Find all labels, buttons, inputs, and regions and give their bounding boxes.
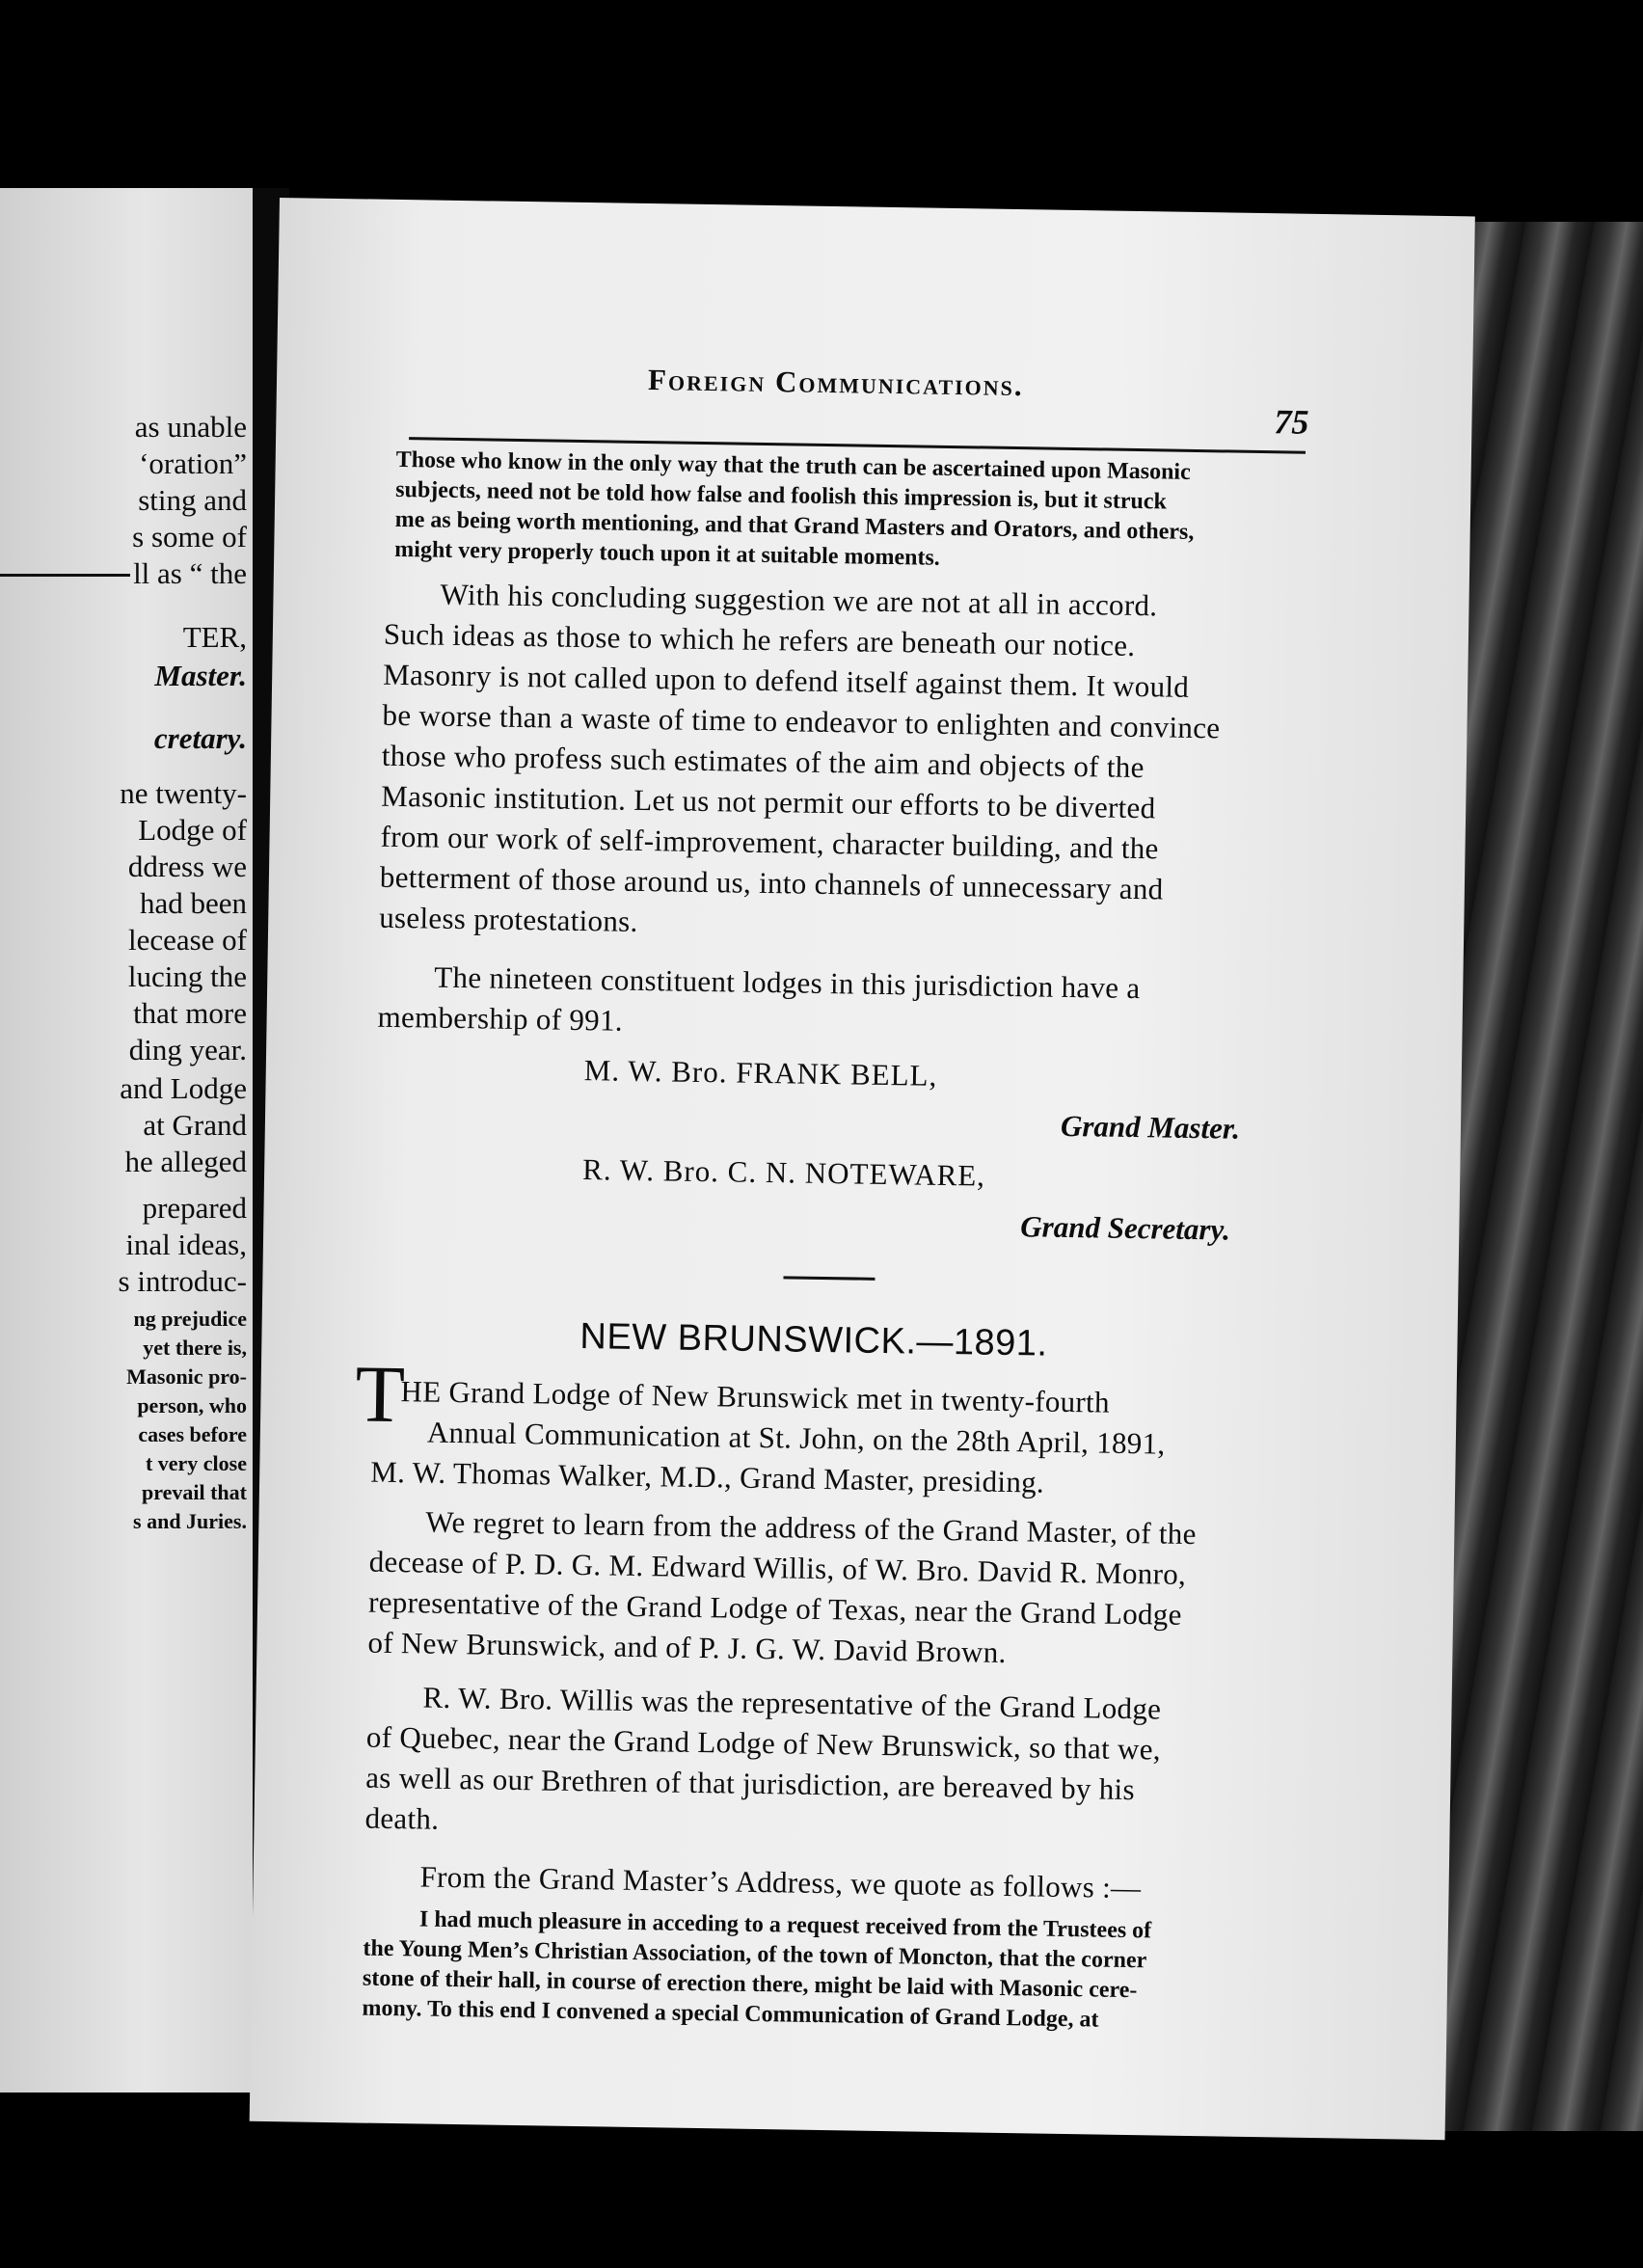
text-line: The nineteen constituent lodges in this jurisdiction have a xyxy=(434,959,1141,1006)
left-page-line: ding year. xyxy=(128,1033,247,1066)
left-page-line: at Grand xyxy=(143,1108,247,1142)
left-page-line: s some of xyxy=(132,520,247,554)
paragraph-2 xyxy=(377,957,1294,1052)
left-page-line: ‘oration” xyxy=(139,446,247,480)
grand-master-title: Grand Master. xyxy=(1060,1108,1241,1146)
paragraph-5 xyxy=(364,1677,1283,1853)
drop-cap: T xyxy=(354,1349,406,1441)
left-page-line: t very close xyxy=(145,1451,247,1475)
text-line: those who profess such estimates of the aim and objects of the xyxy=(381,738,1145,785)
left-page-line: had been xyxy=(139,886,247,920)
quote-block-2 xyxy=(362,1904,1279,2038)
left-facing-page xyxy=(0,188,262,2092)
left-page-line: ne twenty- xyxy=(120,776,247,810)
text-line: useless protestations. xyxy=(379,900,638,938)
left-page-line: s introduc- xyxy=(118,1264,247,1298)
section-title: NEW BRUNSWICK.—1891. xyxy=(579,1316,1048,1364)
left-page-line: Masonic pro- xyxy=(126,1364,247,1389)
left-page-line: s and Juries. xyxy=(133,1509,247,1533)
left-page-line: prepared xyxy=(142,1191,247,1225)
section-divider xyxy=(783,1276,875,1280)
paragraph-3 xyxy=(370,1371,1288,1507)
text-line: betterment of those around us, into channels of unnecessary and xyxy=(379,859,1164,906)
text-line: I had much pleasure in acceding to a request received from the Trustees of xyxy=(418,1906,1152,1944)
text-line: of New Brunswick, and of P. J. G. W. David Brown. xyxy=(367,1625,1007,1670)
left-page-line: Master. xyxy=(154,659,247,692)
text-line: Masonry is not called upon to defend itself against them. It would xyxy=(382,657,1190,704)
left-page-line: and Lodge xyxy=(120,1071,247,1105)
text-line: From the Grand Master’s Address, we quote as follows :— xyxy=(419,1859,1142,1905)
text-line: Annual Communication at St. John, on the 28th April, 1891, xyxy=(426,1415,1166,1461)
left-page-line: person, who xyxy=(137,1393,247,1418)
left-page-line: that more xyxy=(133,996,247,1030)
text-line: mony. To this end I convened a special Communication of Grand Lodge, at xyxy=(362,1995,1099,2033)
left-page-line: he alleged xyxy=(124,1145,247,1178)
left-page-line: ll as “ the xyxy=(133,556,247,590)
text-line: Those who know in the only way that the truth can be ascertained upon Masonic xyxy=(395,446,1191,485)
text-line: me as being worth mentioning, and that Grand Masters and Orators, and others, xyxy=(394,506,1195,545)
left-page-line: ng prejudice xyxy=(133,1307,247,1331)
left-page-line: lucing the xyxy=(127,959,247,993)
text-line: We regret to learn from the address of the Grand Master, of the xyxy=(425,1504,1197,1552)
text-line: subjects, need not be told how false and foolish this impression is, but it struck xyxy=(395,476,1168,515)
text-line: death. xyxy=(364,1800,440,1836)
grand-secretary-name: R. W. Bro. C. N. NOTEWARE, xyxy=(581,1152,986,1193)
left-page-line: lecease of xyxy=(127,923,247,957)
text-line: the Young Men’s Christian Association, of the town of Moncton, that the corner xyxy=(363,1935,1147,1974)
book-page xyxy=(250,198,1475,2140)
paragraph-4 xyxy=(367,1501,1286,1678)
text-line: Masonic institution. Let us not permit our efforts to be diverted xyxy=(380,778,1156,825)
left-page-line: prevail that xyxy=(142,1480,247,1504)
left-page-line: Lodge of xyxy=(138,813,247,847)
quote-block-1 xyxy=(385,446,1303,580)
left-page-line: cases before xyxy=(138,1422,247,1446)
grand-secretary-title: Grand Secretary. xyxy=(1020,1209,1231,1247)
page-number: 75 xyxy=(1274,402,1309,442)
text-line: from our work of self-improvement, character building, and the xyxy=(380,819,1159,866)
left-page-line: cretary. xyxy=(153,721,247,755)
running-head: Foreign Communications. xyxy=(647,363,1024,403)
text-line: HE Grand Lodge of New Brunswick met in twenty-fourth xyxy=(400,1374,1111,1419)
paragraph-6 xyxy=(364,1856,1280,1911)
left-page-line: sting and xyxy=(138,483,247,517)
text-line: of Quebec, near the Grand Lodge of New Brunswick, so that we, xyxy=(365,1719,1162,1767)
text-line: might very properly touch upon it at suitable moments. xyxy=(394,536,940,571)
text-line: Such ideas as those to which he refers are beneath our notice. xyxy=(383,616,1136,662)
left-page-line: yet there is, xyxy=(143,1336,247,1360)
text-line: representative of the Grand Lodge of Texas, near the Grand Lodge xyxy=(367,1584,1182,1632)
left-page-rule xyxy=(0,574,130,577)
paragraph-1 xyxy=(379,574,1301,953)
left-page-line: ddress we xyxy=(127,850,247,883)
text-line: stone of their hall, in course of erection there, might be laid with Masonic cere- xyxy=(362,1965,1138,2004)
text-line: be worse than a waste of time to endeavor to enlighten and convince xyxy=(382,697,1221,745)
grand-master-name: M. W. Bro. FRANK BELL, xyxy=(583,1053,938,1093)
left-page-line: TER, xyxy=(182,620,247,654)
text-line: membership of 991. xyxy=(377,999,624,1038)
text-line: With his concluding suggestion we are not at all in accord. xyxy=(440,577,1158,623)
left-page-line: as unable xyxy=(134,410,247,444)
text-line: as well as our Brethren of that jurisdiction, are bereaved by his xyxy=(365,1760,1136,1807)
left-page-line: inal ideas, xyxy=(125,1228,247,1261)
text-line: M. W. Thomas Walker, M.D., Grand Master, presiding. xyxy=(369,1454,1045,1499)
text-line: decease of P. D. G. M. Edward Willis, of W. Bro. David R. Monro, xyxy=(368,1544,1187,1591)
text-line: R. W. Bro. Willis was the representative of the Grand Lodge xyxy=(422,1680,1162,1726)
